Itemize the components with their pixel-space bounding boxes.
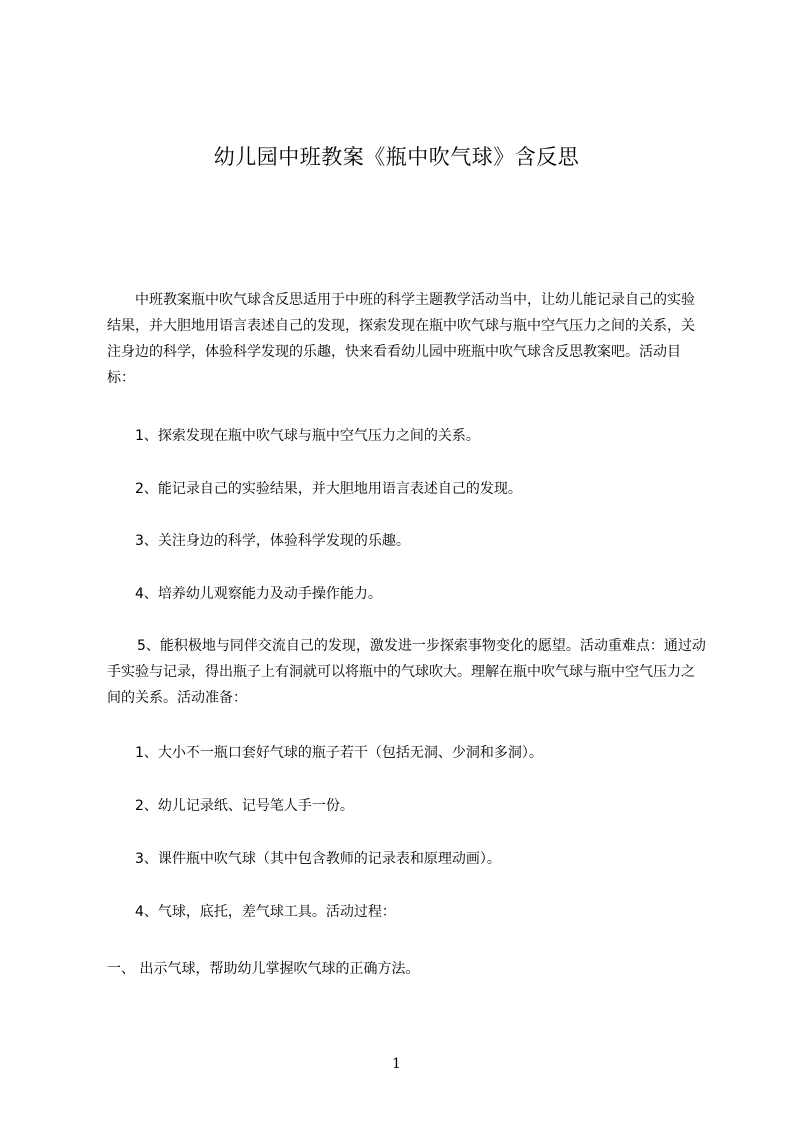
- goal-item-4: 4、培养幼儿观察能力及动手操作能力。: [135, 586, 382, 602]
- goal-item-1: 1、探索发现在瓶中吹气球与瓶中空气压力之间的关系。: [135, 428, 480, 444]
- prep-item-3: 3、课件瓶中吹气球（其中包含教师的记录表和原理动画）。: [135, 851, 501, 867]
- goal-item-2: 2、能记录自己的实验结果，并大胆地用语言表述自己的发现。: [135, 481, 522, 497]
- process-step-1: 一、 出示气球，帮助幼儿掌握吹气球的正确方法。: [107, 961, 420, 977]
- goal-item-5-paragraph: 5、能积极地与同伴交流自己的发现，激发进一步探索事物变化的愿望。活动重难点：通过动手实验与记录，得出瓶子上有洞就可以将瓶中的气球吹大。理解在瓶中吹气球与瓶中空气压力之间的关系。活动准备：: [107, 638, 706, 706]
- document-title: 幼儿园中班教案《瓶中吹气球》含反思: [213, 145, 580, 169]
- prep-item-1: 1、大小不一瓶口套好气球的瓶子若干（包括无洞、少洞和多洞）。: [135, 745, 543, 761]
- page-number: 1: [392, 1056, 401, 1072]
- goal-item-3: 3、关注身边的科学，体验科学发现的乐趣。: [135, 533, 410, 549]
- prep-item-2: 2、幼儿记录纸、记号笔人手一份。: [135, 798, 354, 814]
- intro-paragraph: 中班教案瓶中吹气球含反思适用于中班的科学主题教学活动当中，让幼儿能记录自己的实验结果，并大胆地用语言表述自己的发现，探索发现在瓶中吹气球与瓶中空气压力之间的关系，关注身边的科学，体验科学发现的乐趣，快来看看幼儿园中班瓶中吹气球含反思教案吧。活动目标：: [107, 292, 695, 386]
- prep-item-4: 4、气球，底托，差气球工具。活动过程：: [135, 904, 396, 920]
